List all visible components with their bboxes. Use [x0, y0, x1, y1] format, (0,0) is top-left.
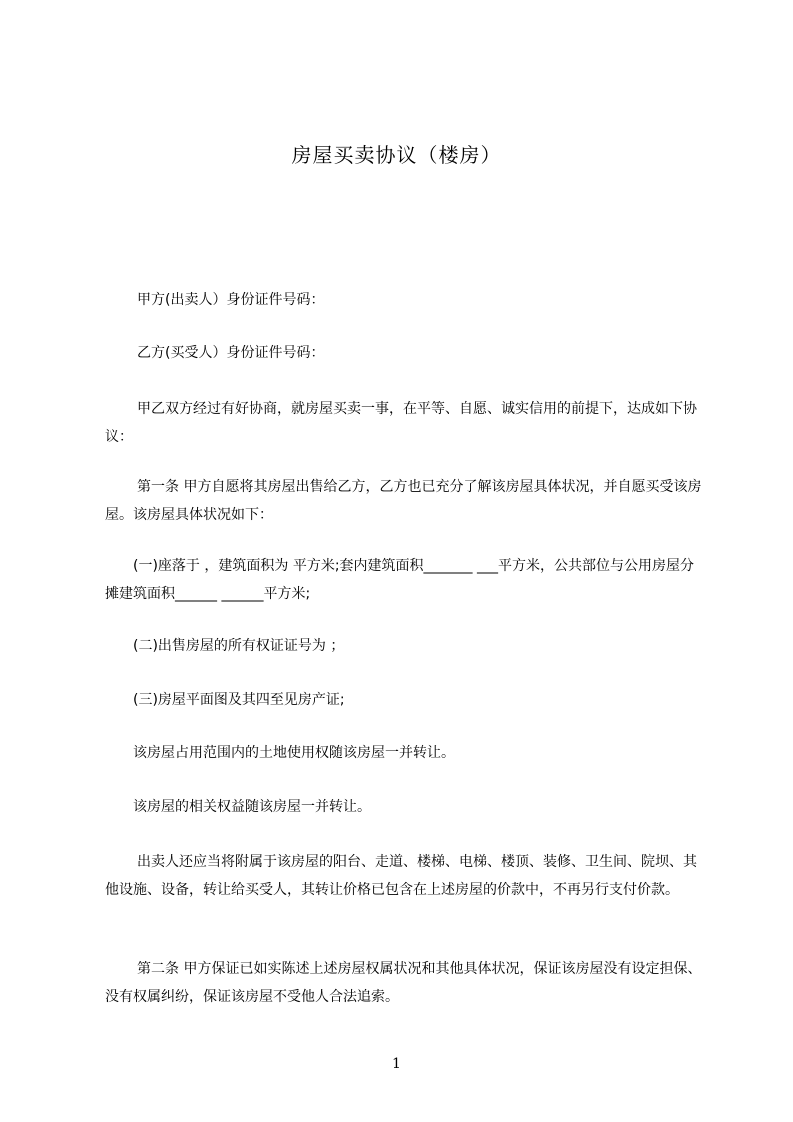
paragraph-rights: 该房屋的相关权益随该房屋一并转让。 [133, 799, 371, 815]
paragraph-item-2: (二)出售房屋的所有权证证号为 ； [133, 638, 345, 654]
paragraph-item-3: (三)房屋平面图及其四至见房产证; [133, 692, 345, 708]
paragraph-preamble: 甲乙双方经过有好协商，就房屋买卖一事，在平等、自愿、诚实信用的前提下，达成如下协议： [105, 401, 697, 445]
paragraph-item-1: (一)座落于 ，建筑面积为 平方米;套内建筑面积_______ ___平方米，公共部位与公用房屋分摊建筑面积______ ______平方米; [105, 558, 694, 602]
paragraph-attachments: 出卖人还应当将附属于该房屋的阳台、走道、楼梯、电梯、楼顶、装修、卫生间、院坝、其他设施、设备，转让给买受人，其转让价格已包含在上述房屋的价款中，不再另行支付价款。 [105, 854, 697, 898]
paragraph-article-1: 第一条 甲方自愿将其房屋出售给乙方，乙方也已充分了解该房屋具体状况，并自愿买受该房屋。该房屋具体状况如下： [105, 479, 702, 523]
paragraph-party-a: 甲方(出卖人）身份证件号码： [137, 292, 325, 308]
paragraph-party-b: 乙方(买受人）身份证件号码： [137, 345, 325, 361]
document-title: 房屋买卖协议（楼房） [291, 143, 502, 167]
paragraph-article-2: 第二条 甲方保证已如实陈述上述房屋权属状况和其他具体状况，保证该房屋没有设定担保、没有权属纠纷，保证该房屋不受他人合法追索。 [105, 961, 702, 1005]
paragraph-land-use: 该房屋占用范围内的土地使用权随该房屋一并转让。 [133, 745, 455, 761]
page-number: 1 [392, 1056, 401, 1072]
